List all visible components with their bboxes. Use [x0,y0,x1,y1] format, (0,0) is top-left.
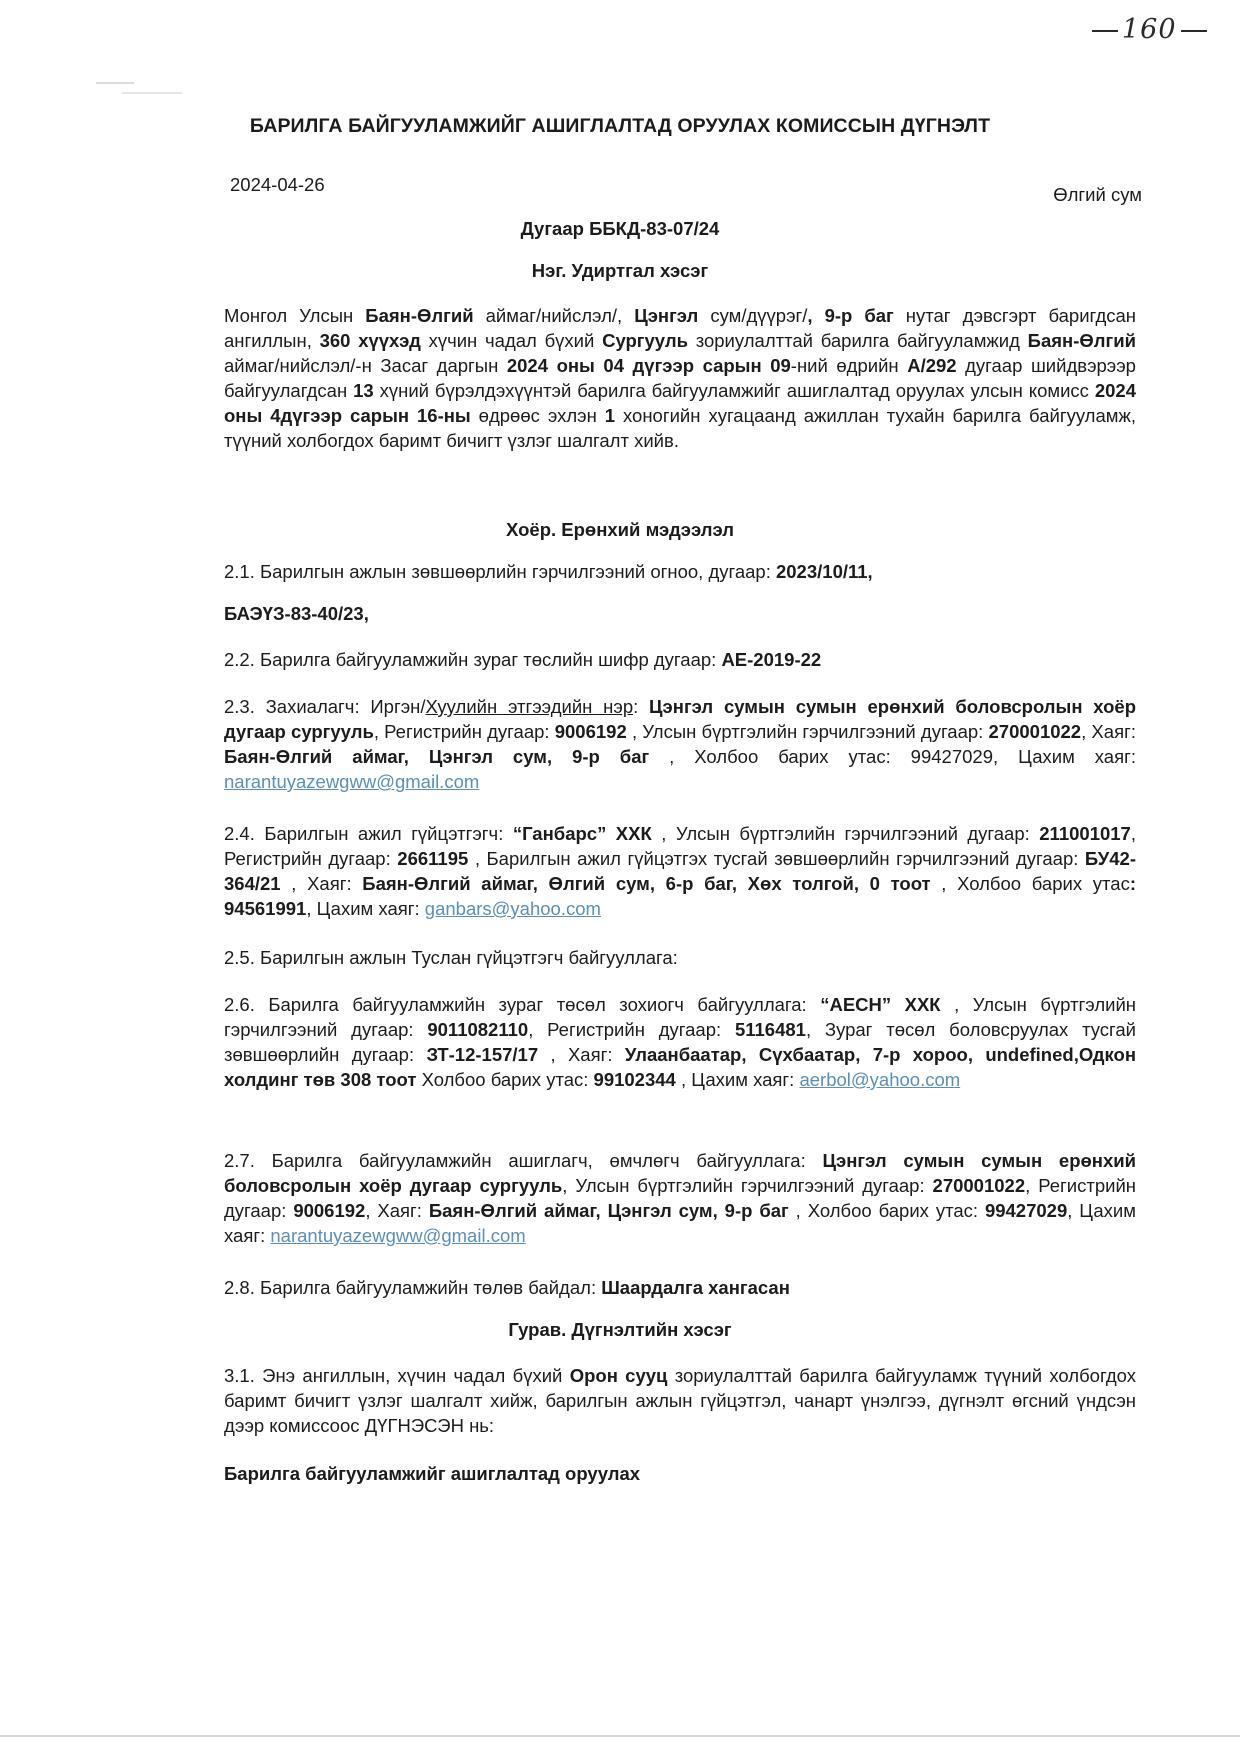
bold-text: 211001017 [1039,823,1131,844]
bold-text: Шаардалга хангасан [601,1277,790,1298]
bold-text: 2023/10/11, [775,561,873,582]
email-link[interactable]: aerbol@yahoo.com [799,1069,961,1090]
text-run: өдрөөс эхлэн [470,405,605,426]
scan-speck [122,92,182,94]
bold-text: 13 [353,380,374,401]
text-run: , Регистрийн дугаар: [224,823,1136,869]
text-run: , Зураг төсөл боловсруулах тусгай зөвшөөрлийн дугаар: [224,1019,1137,1065]
text-run: дугаар шийдвэрээр байгуулагдсан [224,355,1136,401]
text-run: зориулалттай барилга байгууламжид [687,330,1028,351]
bold-text: 9011082110 [427,1019,529,1040]
text-run: 3.1. Энэ ангиллын, хүчин чадал бүхий [224,1365,570,1386]
text-run: 2.4. Барилгын ажил гүйцэтгэгч: [224,823,513,844]
text-run: , Цахим хаяг: [675,1069,800,1090]
text-run: зориулалттай барилга байгууламж түүний холбогдох баримт бичигт үзлэг шалгалт хийж, барилгын ажлын гүйцэтгэл, чанарт үнэлгээ, дүгнэлт өгсний үндсэн дээр комиссоос ДҮГНЭСЭН нь: [224,1365,1136,1436]
document-title: БАРИЛГА БАЙГУУЛАМЖИЙГ АШИГЛАЛТАД ОРУУЛАХ КОМИССЫН ДҮГНЭЛТ [249,115,991,137]
bold-text: 270001022 [932,1175,1026,1196]
bold-text: 2024 оны 4дүгээр сарын 16-ны [224,380,1136,426]
bold-text: Баян-Өлгий аймаг, Өлгий сум, 6-р баг, Хөх толгой, 0 тоот [362,873,931,894]
text-run: , Хаяг: [1081,721,1136,742]
text-run: -ний өдрийн [790,355,908,376]
text-run: , Регистрийн дугаар: [373,721,555,742]
bold-text: 9006192 [293,1200,366,1221]
document-number: Дугаар ББКД-83-07/24 [520,218,720,239]
bold-text: Цэнгэл [634,305,699,326]
bold-text: “АЕСН” ХХК [820,994,941,1015]
item-2-1 [224,561,873,583]
text-run: 2.6. Барилга байгууламжийн зураг төсөл зохиогч байгууллага: [224,994,821,1015]
scan-speck [96,82,134,84]
item-2-4 [224,821,1136,921]
text-run: , Улсын бүртгэлийн гэрчилгээний дугаар: [562,1175,933,1196]
text-run: , Хаяг: [365,1200,429,1221]
text-run: , Холбоо барих утас [930,873,1130,894]
bold-text: Баян-Өлгий аймаг, Цэнгэл сум, 9-р баг [224,746,650,767]
text-run: 2.8. Барилга байгууламжийн төлөв байдал: [224,1277,602,1298]
email-link[interactable]: ganbars@yahoo.com [424,898,601,919]
underlined-text: Хуулийн этгээдийн нэр [425,696,634,717]
bold-text: БУ42-364/21 [224,848,1137,894]
text-run: нутаг дэвсгэрт баригдсан ангиллын, [224,305,1137,351]
text-run: , Цахим хаяг: [224,1200,1136,1246]
text-run: Холбоо барих утас: [416,1069,594,1090]
bold-text: Орон сууц [569,1365,668,1386]
bold-text: ЗТ-12-157/17 [426,1044,539,1065]
text-run: , Холбоо барих утас: [788,1200,985,1221]
bold-text: 1 [604,405,616,426]
text-run: , Улсын бүртгэлийн гэрчилгээний дугаар: [626,721,989,742]
text-run: , Хаяг: [280,873,363,894]
text-run: , Улсын бүртгэлийн гэрчилгээний дугаар: [224,994,1136,1040]
bold-text: “Ганбарс” ХХК [512,823,652,844]
section-2-heading: Хоёр. Ерөнхий мэдээлэл [506,519,734,540]
handwritten-page-number: 160 [1088,14,1211,45]
bold-text: 99427029 [984,1200,1068,1221]
item-2-8 [224,1277,790,1299]
item-2-1-number: БАЭҮЗ-83-40/23, [224,603,369,624]
bold-text: Цэнгэл сумын сумын ерөнхий боловсролын хоёр дугаар сургууль [224,1150,1137,1196]
document-place: Өлгий сум [1053,184,1142,205]
document-date: 2024-04-26 [230,174,325,195]
bold-text: 9006192 [554,721,627,742]
bold-text: : 94561991 [224,873,1136,919]
text-run: , Хаяг: [538,1044,625,1065]
bold-text: 2661195 [397,848,469,869]
bold-text: 2024 оны 04 дүгээр сарын 09 [506,355,791,376]
section-3-heading: Гурав. Дүгнэлтийн хэсэг [508,1319,732,1340]
text-run: сум/дүүрэг/ [698,305,808,326]
bold-text: Баян-Өлгий [1027,330,1136,351]
text-run: 2.7. Барилга байгууламжийн ашиглагч, өмчлөгч байгууллага: [224,1150,823,1171]
text-run: хүний бүрэлдэхүүнтэй барилга байгууламжийг ашиглалтад оруулах улсын комисс [373,380,1095,401]
bold-text: Сургууль [602,330,688,351]
item-2-6 [224,992,1136,1092]
text-run: , Улсын бүртгэлийн гэрчилгээний дугаар: [651,823,1040,844]
bold-text: , 9-р баг [807,305,894,326]
email-link[interactable]: narantuyazewgww@gmail.com [270,1225,526,1246]
bold-text: 270001022 [988,721,1082,742]
text-run: , Регистрийн дугаар: [224,1175,1136,1221]
text-run: 2.2. Барилга байгууламжийн зураг төслийн шифр дугаар: [224,649,722,670]
item-2-2 [224,649,821,671]
text-run: 2.3. Захиалагч: Иргэн/ [224,696,426,717]
bold-text: 99102344 [593,1069,676,1090]
bold-text: 5116481 [734,1019,806,1040]
conclusion-text: Барилга байгууламжийг ашиглалтад оруулах [224,1463,641,1484]
bold-text: Баян-Өлгий аймаг, Цэнгэл сум, 9-р баг [428,1200,789,1221]
text-run: хүчин чадал бүхий [420,330,603,351]
section-1-heading: Нэг. Удиртгал хэсэг [531,260,709,281]
bold-text: Улаанбаатар, Сүхбаатар, 7-р хороо, undefined,Одкон холдинг төв 308 тоот [224,1044,1136,1090]
bold-text: А/292 [907,355,957,376]
text-run: , Холбоо барих утас: 99427029, Цахим хаяг: [649,746,1136,767]
text-run: , Цахим хаяг: [306,898,425,919]
bold-text: 360 хүүхэд [319,330,421,351]
email-link[interactable]: narantuyazewgww@gmail.com [224,771,480,792]
text-run: аймаг/нийслэл/, [473,305,635,326]
section-1-paragraph [224,303,1136,453]
bold-text: Цэнгэл сумын сумын ерөнхий боловсролын хоёр дугаар сургууль [224,696,1137,742]
text-run: Монгол Улсын [224,305,366,326]
text-run: аймаг/нийслэл/-н Засаг даргын [224,355,507,376]
text-run: , Барилгын ажил гүйцэтгэх тусгай зөвшөөрлийн гэрчилгээний дугаар: [468,848,1085,869]
text-run: хоногийн хугацаанд ажиллан тухайн барилга байгууламж, түүний холбогдох баримт бичигт үзлэг шалгалт хийв. [224,405,1136,451]
item-2-7 [224,1148,1136,1248]
text-run: 2.1. Барилгын ажлын зөвшөөрлийн гэрчилгээний огноо, дугаар: [224,561,776,582]
scan-line [0,1735,1240,1737]
item-2-5: 2.5. Барилгын ажлын Туслан гүйцэтгэгч байгууллага: [224,947,678,968]
text-run: , Регистрийн дугаар: [528,1019,735,1040]
bold-text: Баян-Өлгий [365,305,474,326]
item-3-1 [224,1363,1136,1438]
bold-text: АЕ-2019-22 [721,649,822,670]
text-run: : [633,696,650,717]
item-2-3 [224,694,1136,794]
